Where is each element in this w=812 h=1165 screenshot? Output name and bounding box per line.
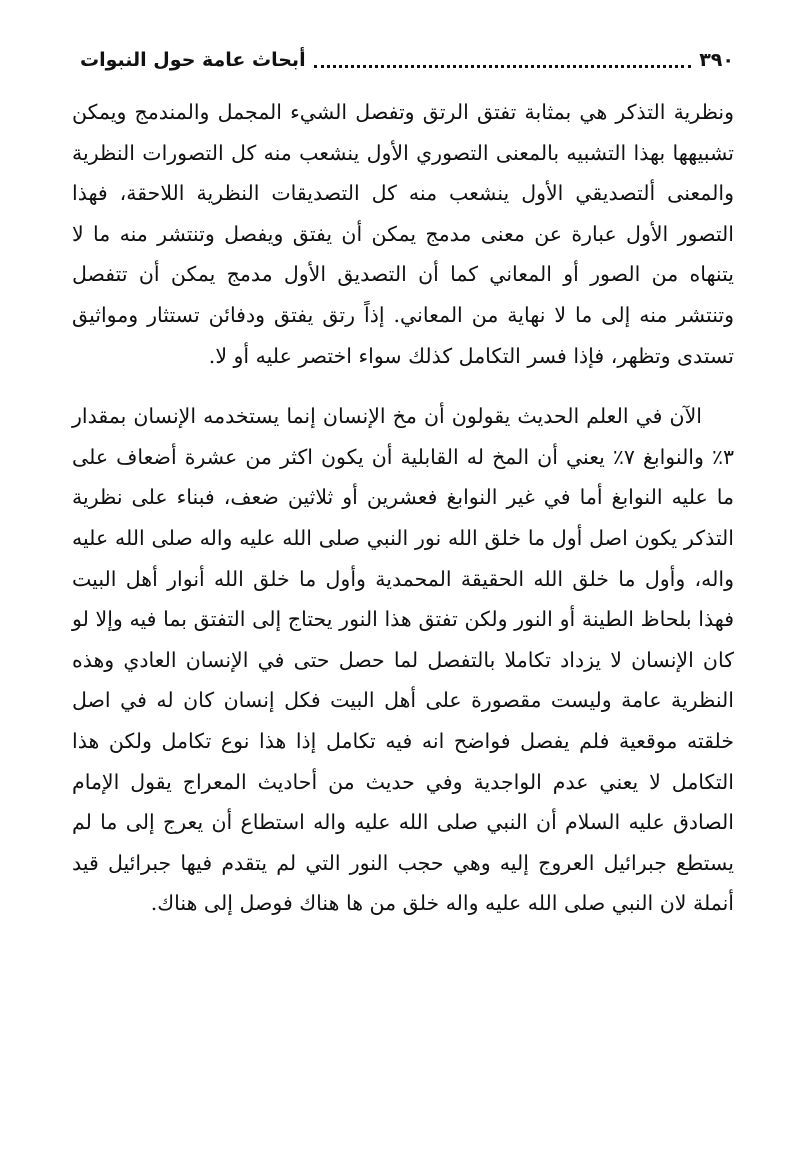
running-header bbox=[80, 40, 734, 80]
body-text bbox=[72, 92, 734, 924]
paragraph-1: ونظرية التذكر هي بمثابة تفتق الرتق وتفصل الشيء المجمل والمندمج ويمكن تشبيهها بهذا التشبيه بالمعنى التصوري الأول ينشعب منه كل التصورات النظرية والمعنى ألتصديقي الأول ينشعب منه كل التصديقات النظرية اللاحقة، فهذا التصور الأول عبارة عن معنى مدمج يمكن أن يفتق ويفصل وتنتشر منه ما لا يتنهاه من الصور أو المعاني كما أن التصديق الأول مدمج يمكن أن تتفصل وتنتشر منه إلى ما لا نهاية من المعاني. إذاً رتق يفتق ودفائن تستثار ومواثيق تستدى وتظهر، فإذا فسر التكامل كذلك سواء اختصر عليه أو لا. bbox=[72, 100, 734, 368]
page-number: ٣٩٠ bbox=[699, 49, 734, 71]
dotted-leader bbox=[314, 65, 692, 68]
paragraph-2: الآن في العلم الحديث يقولون أن مخ الإنسان إنما يستخدمه الإنسان بمقدار ٣٪ والنوابغ ٧٪ يعني أن المخ له القابلية أن يكون اكثر من عشرة أضعاف على ما عليه النوابغ أما في غير النوابغ فعشرين أو ثلاثين ضعف، فبناء على نظرية التذكر يكون اصل أول ما خلق الله نور النبي صلى الله عليه واله صلى الله عليه واله، وأول ما خلق الله الحقيقة المحمدية وأول ما خلق الله أنوار أهل البيت فهذا بلحاظ الطينة أو النور ولكن تفتق هذا النور يحتاج إلى التفتق بما فيه وإلا لو كان الإنسان لا يزداد تكاملا بالتفصل لما حصل حتى في الإنسان العادي وهذه النظرية عامة وليست مقصورة على أهل البيت فكل إنسان كان له في اصل خلقته موقعية فلم يفصل فواضح انه فيه تكامل إذا هذا نوع تكامل ولكن هذا التكامل لا يعني عدم الواجدية وفي حديث من أحاديث المعراج يقول الإمام الصادق عليه السلام أن النبي صلى الله عليه واله استطاع أن يعرج إلى ما لم يستطع جبرائيل العروج إليه وهي حجب النور التي لم يتقدم فيها جبرائيل قيد أنملة لان النبي صلى الله عليه واله خلق من ها هناك فوصل إلى هناك. bbox=[72, 404, 734, 916]
running-title: أبحاث عامة حول النبوات bbox=[80, 49, 306, 71]
